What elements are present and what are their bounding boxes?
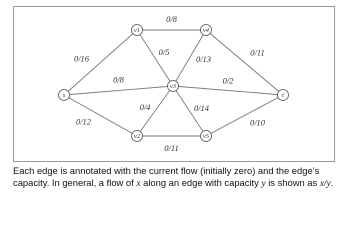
edge-label-s-v2: 0/12: [75, 116, 92, 127]
node-label-v2: v2: [133, 132, 141, 140]
node-label-s: s: [62, 91, 66, 99]
node-v1: [132, 25, 143, 36]
edge-label-s-v1: 0/16: [73, 53, 90, 64]
caption-var-y: y: [261, 179, 266, 190]
edge-label-v1-v4: 0/8: [166, 13, 177, 24]
node-label-v1: v1: [133, 26, 141, 34]
node-v3: [168, 81, 179, 92]
edge-label-v3-v5: 0/14: [193, 102, 210, 113]
caption-var-x: x: [136, 179, 141, 190]
caption-var-xy: x/y: [319, 179, 331, 190]
edge-label-v2-v5: 0/11: [164, 142, 179, 153]
edge-v4-t: [206, 30, 283, 95]
edge-s-v3: [64, 86, 173, 95]
edge-label-v5-t: 0/10: [249, 117, 266, 128]
figure-caption: [13, 165, 343, 190]
edge-v3-t: [173, 86, 283, 95]
node-t: [278, 90, 289, 101]
edge-v5-t: [206, 95, 283, 136]
edge-label-s-v3: 0/8: [113, 74, 124, 85]
edge-label-v4-t: 0/11: [250, 47, 265, 58]
edge-label-v3-t: 0/2: [222, 75, 234, 86]
edge-label-v4-v3: 0/13: [195, 53, 212, 64]
caption-part-2: along an edge with capacity: [140, 177, 262, 189]
node-label-v5: v5: [202, 132, 210, 140]
node-label-v3: v3: [169, 82, 177, 90]
caption-part-3: is shown as: [265, 177, 320, 189]
edge-v1-v3: [137, 30, 173, 86]
node-v5: [201, 131, 212, 142]
caption-part-1: Each edge is annotated with the current flow (initially zero) and the edge’s capacity. In general, a flow of: [13, 165, 320, 189]
node-label-v4: v4: [202, 26, 210, 34]
edge-label-v2-v3: 0/4: [139, 101, 151, 112]
node-v2: [132, 131, 143, 142]
caption-part-4: .: [330, 177, 334, 189]
node-label-t: t: [282, 91, 284, 99]
edge-label-v1-v3: 0/5: [158, 46, 170, 57]
edge-s-v2: [64, 95, 137, 136]
node-v4: [201, 25, 212, 36]
node-s: [59, 90, 70, 101]
